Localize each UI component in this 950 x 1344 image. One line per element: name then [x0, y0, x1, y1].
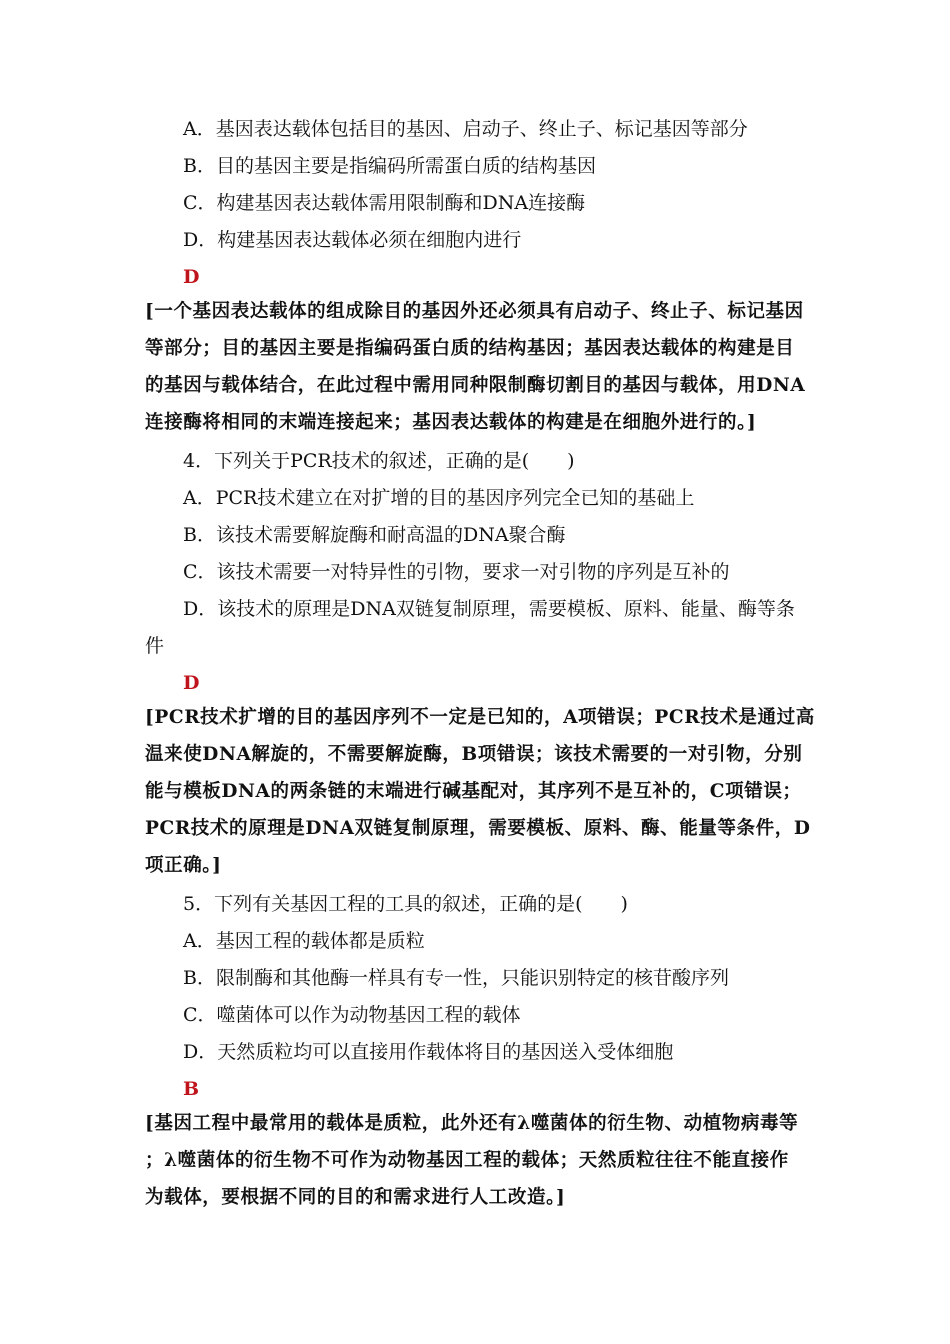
- q3-option-d: D．构建基因表达载体必须在细胞内进行: [183, 229, 522, 251]
- q4-explanation-line-3: 能与模板DNA的两条链的末端进行碱基配对，其序列不是互补的，C项错误；: [145, 781, 802, 802]
- q4-explanation-line-5: 项正确。]: [145, 855, 222, 876]
- q3-explanation-line-1: [一个基因表达载体的组成除目的基因外还必须具有启动子、终止子、标记基因: [145, 301, 804, 322]
- q4-option-c: C．该技术需要一对特异性的引物，要求一对引物的序列是互补的: [183, 561, 730, 583]
- q3-answer: D: [183, 266, 200, 288]
- q3-option-c: C．构建基因表达载体需用限制酶和DNA连接酶: [183, 192, 586, 214]
- q3-option-a: A．基因表达载体包括目的基因、启动子、终止子、标记基因等部分: [183, 118, 748, 140]
- q5-option-a: A．基因工程的载体都是质粒: [183, 930, 425, 952]
- q4-explanation-line-2: 温来使DNA解旋的，不需要解旋酶，B项错误；该技术需要的一对引物，分别: [145, 744, 803, 765]
- q5-stem: 5．下列有关基因工程的工具的叙述，正确的是( ): [183, 893, 628, 915]
- q5-option-b: B．限制酶和其他酶一样具有专一性，只能识别特定的核苷酸序列: [183, 967, 729, 989]
- q4-explanation-line-4: PCR技术的原理是DNA双链复制原理，需要模板、原料、酶、能量等条件，D: [145, 818, 811, 839]
- q3-option-b: B．目的基因主要是指编码所需蛋白质的结构基因: [183, 155, 596, 177]
- q5-explanation-line-1: [基因工程中最常用的载体是质粒，此外还有λ噬菌体的衍生物、动植物病毒等: [145, 1113, 799, 1134]
- q4-option-d: D．该技术的原理是DNA双链复制原理，需要模板、原料、能量、酶等条: [183, 598, 795, 620]
- q5-option-d: D．天然质粒均可以直接用作载体将目的基因送入受体细胞: [183, 1041, 674, 1063]
- q4-option-b: B．该技术需要解旋酶和耐高温的DNA聚合酶: [183, 524, 566, 546]
- q4-option-d-continuation: 件: [145, 635, 165, 657]
- q5-explanation-line-2: ；λ噬菌体的衍生物不可作为动物基因工程的载体；天然质粒往往不能直接作: [145, 1150, 789, 1171]
- q4-stem: 4．下列关于PCR技术的叙述，正确的是( ): [183, 450, 575, 472]
- q5-option-c: C．噬菌体可以作为动物基因工程的载体: [183, 1004, 521, 1026]
- q5-answer: B: [183, 1078, 200, 1100]
- q4-answer: D: [183, 672, 200, 694]
- q3-explanation-line-4: 连接酶将相同的末端连接起来；基因表达载体的构建是在细胞外进行的。]: [145, 412, 757, 433]
- q5-explanation-line-3: 为载体，要根据不同的目的和需求进行人工改造。]: [145, 1187, 566, 1208]
- q3-explanation-line-2: 等部分；目的基因主要是指编码蛋白质的结构基因；基因表达载体的构建是目: [145, 338, 795, 359]
- q4-explanation-line-1: [PCR技术扩增的目的基因序列不一定是已知的，A项错误；PCR技术是通过高: [145, 707, 815, 728]
- q3-explanation-line-3: 的基因与载体结合，在此过程中需用同种限制酶切割目的基因与载体，用DNA: [145, 375, 806, 396]
- q4-option-a: A．PCR技术建立在对扩增的目的基因序列完全已知的基础上: [183, 487, 695, 509]
